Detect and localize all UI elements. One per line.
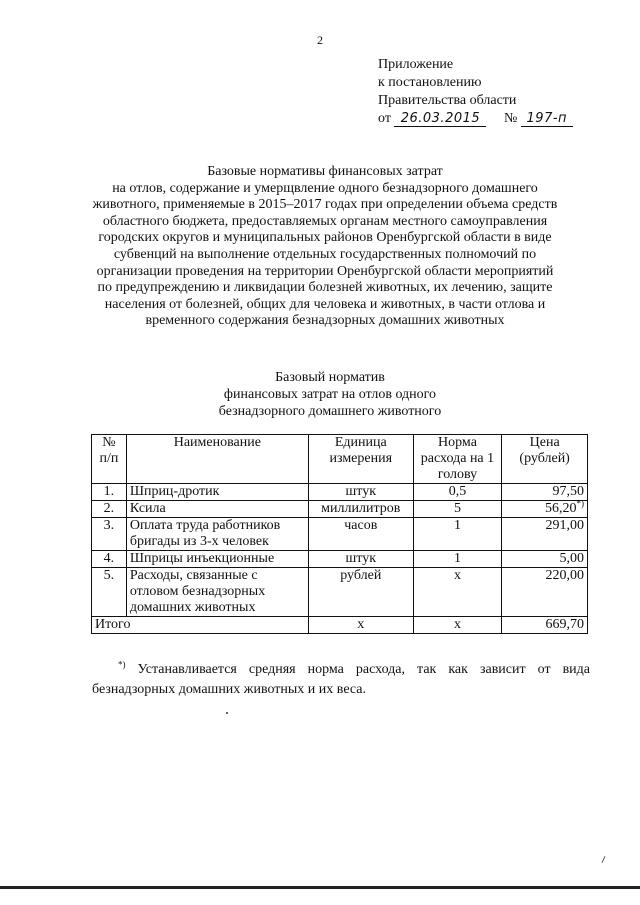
title-line: по предупреждению и ликвидации болезней животных, их лечению, защите <box>97 280 553 296</box>
header-norm: Норма расхода на 1 голову <box>413 435 502 484</box>
total-label: Итого <box>92 617 309 634</box>
table-row <box>92 484 588 501</box>
handwritten-date: 26.03.2015 <box>394 111 486 127</box>
appendix-date-line <box>378 110 573 128</box>
footnote-line <box>92 660 590 680</box>
number-prefix: № <box>503 111 518 126</box>
footnote <box>92 660 590 700</box>
title-line: областного бюджета, предоставляемых органам местного самоуправления <box>102 213 548 229</box>
title-line: временного содержания безнадзорных домашних животных <box>145 313 505 329</box>
table-row <box>92 501 588 518</box>
scan-dot <box>226 712 228 714</box>
row-name: Шприцы инъекционные <box>126 551 308 568</box>
table-total-row <box>92 617 588 634</box>
scan-mark <box>602 856 606 863</box>
title-line: населения от болезней, общих для человека и животных, в части отлова и <box>104 296 546 312</box>
footnote-line: безнадзорных домашних животных и их веса. <box>92 682 366 697</box>
header-unit: Единица измерения <box>308 435 413 484</box>
subtitle-line: Базовый норматив <box>275 370 385 385</box>
row-norm: х <box>413 568 502 617</box>
row-num: 2. <box>92 501 127 518</box>
title-line: субвенций на выполнение отдельных государственных полномочий по <box>113 246 537 262</box>
row-price-cell <box>502 498 588 518</box>
row-norm: 5 <box>413 501 502 518</box>
row-price: 97,50 <box>502 484 588 501</box>
row-unit: миллилитров <box>308 501 413 518</box>
header-price: Цена (рублей) <box>502 435 588 484</box>
footnote-ref: *) <box>576 498 584 509</box>
appendix-line: к постановлению <box>378 75 482 90</box>
row-price: 220,00 <box>502 568 588 617</box>
appendix-line: Правительства области <box>378 93 517 108</box>
row-num: 3. <box>92 518 127 551</box>
title-line: Базовые нормативы финансовых затрат <box>207 164 443 179</box>
appendix-line: Приложение <box>378 57 454 72</box>
row-norm: 1 <box>413 551 502 568</box>
row-num: 5. <box>92 568 127 617</box>
row-name: Расходы, связанные с отловом безнадзорных домашних животных <box>126 568 308 617</box>
row-num: 1. <box>92 484 127 501</box>
footnote-text: Устанавливается средняя норма расхода, так как зависит от вида <box>137 662 591 677</box>
total-price: 669,70 <box>502 617 588 634</box>
row-unit: часов <box>308 518 413 551</box>
table-row <box>92 518 588 551</box>
row-norm: 0,5 <box>413 484 502 501</box>
row-name: Ксила <box>126 501 308 518</box>
footnote-mark: *) <box>118 659 126 670</box>
table-row <box>92 551 588 568</box>
header-name: Наименование <box>126 435 308 484</box>
scan-bottom-edge <box>0 886 640 889</box>
title-line: городских округов и муниципальных районов Оренбургской области в виде <box>98 230 552 246</box>
total-unit: х <box>308 617 413 634</box>
row-norm: 1 <box>413 518 502 551</box>
cost-norm-table <box>91 434 588 634</box>
total-norm: х <box>413 617 502 634</box>
row-unit: рублей <box>308 568 413 617</box>
row-num: 4. <box>92 551 127 568</box>
subtitle-line: безнадзорного домашнего животного <box>218 404 442 419</box>
row-unit: штук <box>308 551 413 568</box>
page-number: 2 <box>317 33 323 47</box>
row-price: 5,00 <box>502 551 588 568</box>
row-unit: штук <box>308 484 413 501</box>
row-name: Шприц-дротик <box>126 484 308 501</box>
table-row <box>92 568 588 617</box>
header-num: № п/п <box>92 435 127 484</box>
title-line: животного, применяемые в 2015–2017 годах при определении объема средств <box>92 197 558 213</box>
title-line: организации проведения на территории Оренбургской области мероприятий <box>96 263 554 279</box>
handwritten-number: 197-п <box>521 111 573 127</box>
document-title <box>60 164 590 330</box>
table-title <box>180 369 480 420</box>
row-name: Оплата труда работников бригады из 3-х человек <box>126 518 308 551</box>
table-header-row <box>92 435 588 484</box>
appendix-block <box>378 56 573 128</box>
title-line: на отлов, содержание и умерщвление одного безнадзорного домашнего <box>112 180 538 196</box>
subtitle-line: финансовых затрат на отлов одного <box>223 387 437 402</box>
date-prefix: от <box>378 111 391 126</box>
row-price: 56,20 <box>545 501 577 516</box>
row-price: 291,00 <box>502 518 588 551</box>
